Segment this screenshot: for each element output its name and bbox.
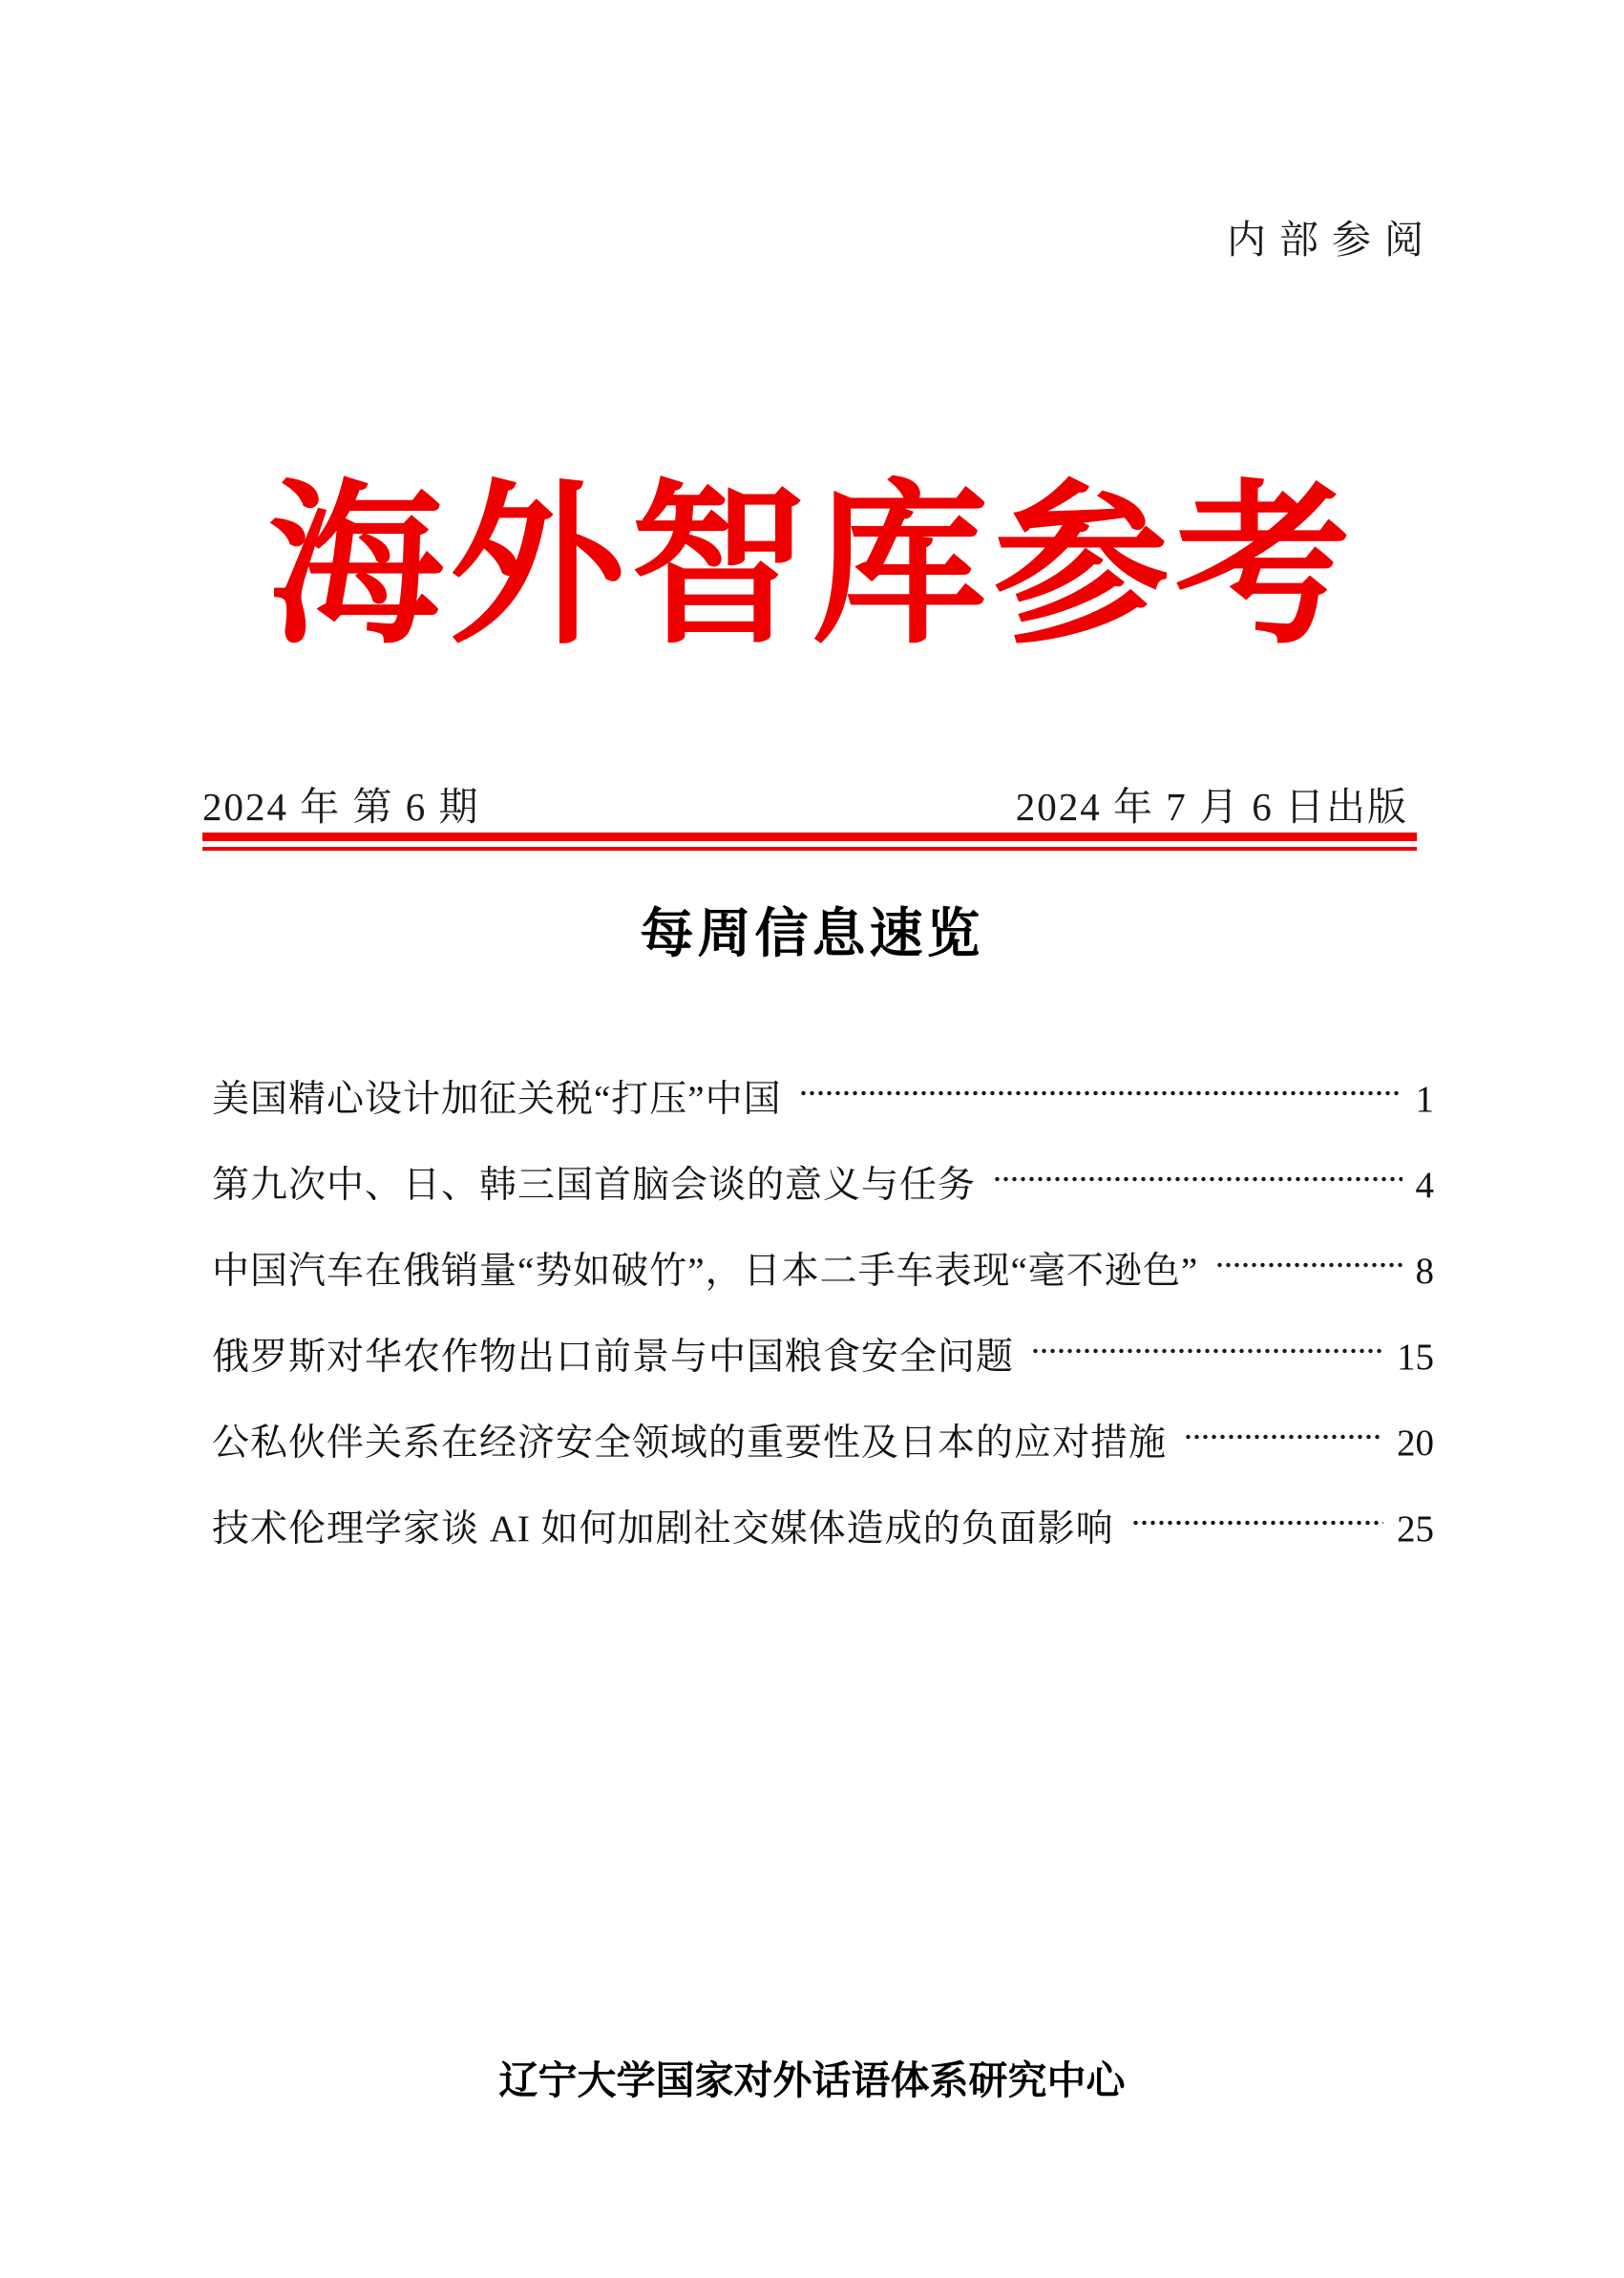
toc-row — [212, 1155, 1434, 1206]
toc-entry-page: 15 — [1397, 1337, 1434, 1378]
toc-entry-title: 中国汽车在俄销量“势如破竹”，日本二手车表现“毫不逊色” — [212, 1251, 1199, 1292]
toc-entry-page: 1 — [1415, 1079, 1434, 1120]
toc-entry-page: 8 — [1415, 1251, 1434, 1292]
toc-entry-page: 4 — [1415, 1165, 1434, 1206]
issue-info-row — [202, 775, 1408, 832]
toc-row — [212, 1499, 1434, 1550]
issue-number: 2024 年 第 6 期 — [202, 785, 480, 829]
toc-entry-title: 美国精心设计加征关税“打压”中国 — [212, 1079, 782, 1120]
rule-thin-line — [202, 847, 1417, 851]
publisher-organization: 辽宁大学国家对外话语体系研究中心 — [498, 2058, 1126, 2102]
toc-dot-leader — [1031, 1327, 1383, 1369]
toc-dot-leader — [1184, 1413, 1383, 1455]
publish-date: 2024 年 7 月 6 日出版 — [1015, 785, 1408, 829]
classification-label: 内部参阅 — [1227, 218, 1437, 262]
toc-entry-title: 俄罗斯对华农作物出口前景与中国粮食安全问题 — [212, 1337, 1015, 1378]
toc-row — [212, 1241, 1434, 1292]
toc-row — [212, 1327, 1434, 1378]
table-of-contents — [212, 1069, 1434, 1585]
toc-dot-leader — [1131, 1499, 1383, 1541]
publication-title: 海外智库参考 — [267, 470, 1357, 664]
toc-entry-page: 25 — [1397, 1508, 1434, 1550]
section-heading: 每周信息速览 — [640, 903, 984, 963]
toc-entry-title: 公私伙伴关系在经济安全领域的重要性及日本的应对措施 — [212, 1423, 1168, 1464]
toc-entry-title: 技术伦理学家谈 AI 如何加剧社交媒体造成的负面影响 — [212, 1508, 1114, 1550]
toc-entry-title: 第九次中、日、韩三国首脑会谈的意义与任务 — [212, 1165, 977, 1206]
toc-dot-leader — [1215, 1241, 1402, 1283]
rule-thick-line — [202, 833, 1417, 841]
toc-dot-leader — [799, 1069, 1403, 1111]
toc-row — [212, 1069, 1434, 1120]
double-red-rule — [202, 833, 1417, 853]
toc-row — [212, 1413, 1434, 1464]
toc-entry-page: 20 — [1397, 1423, 1434, 1464]
toc-dot-leader — [993, 1155, 1402, 1197]
